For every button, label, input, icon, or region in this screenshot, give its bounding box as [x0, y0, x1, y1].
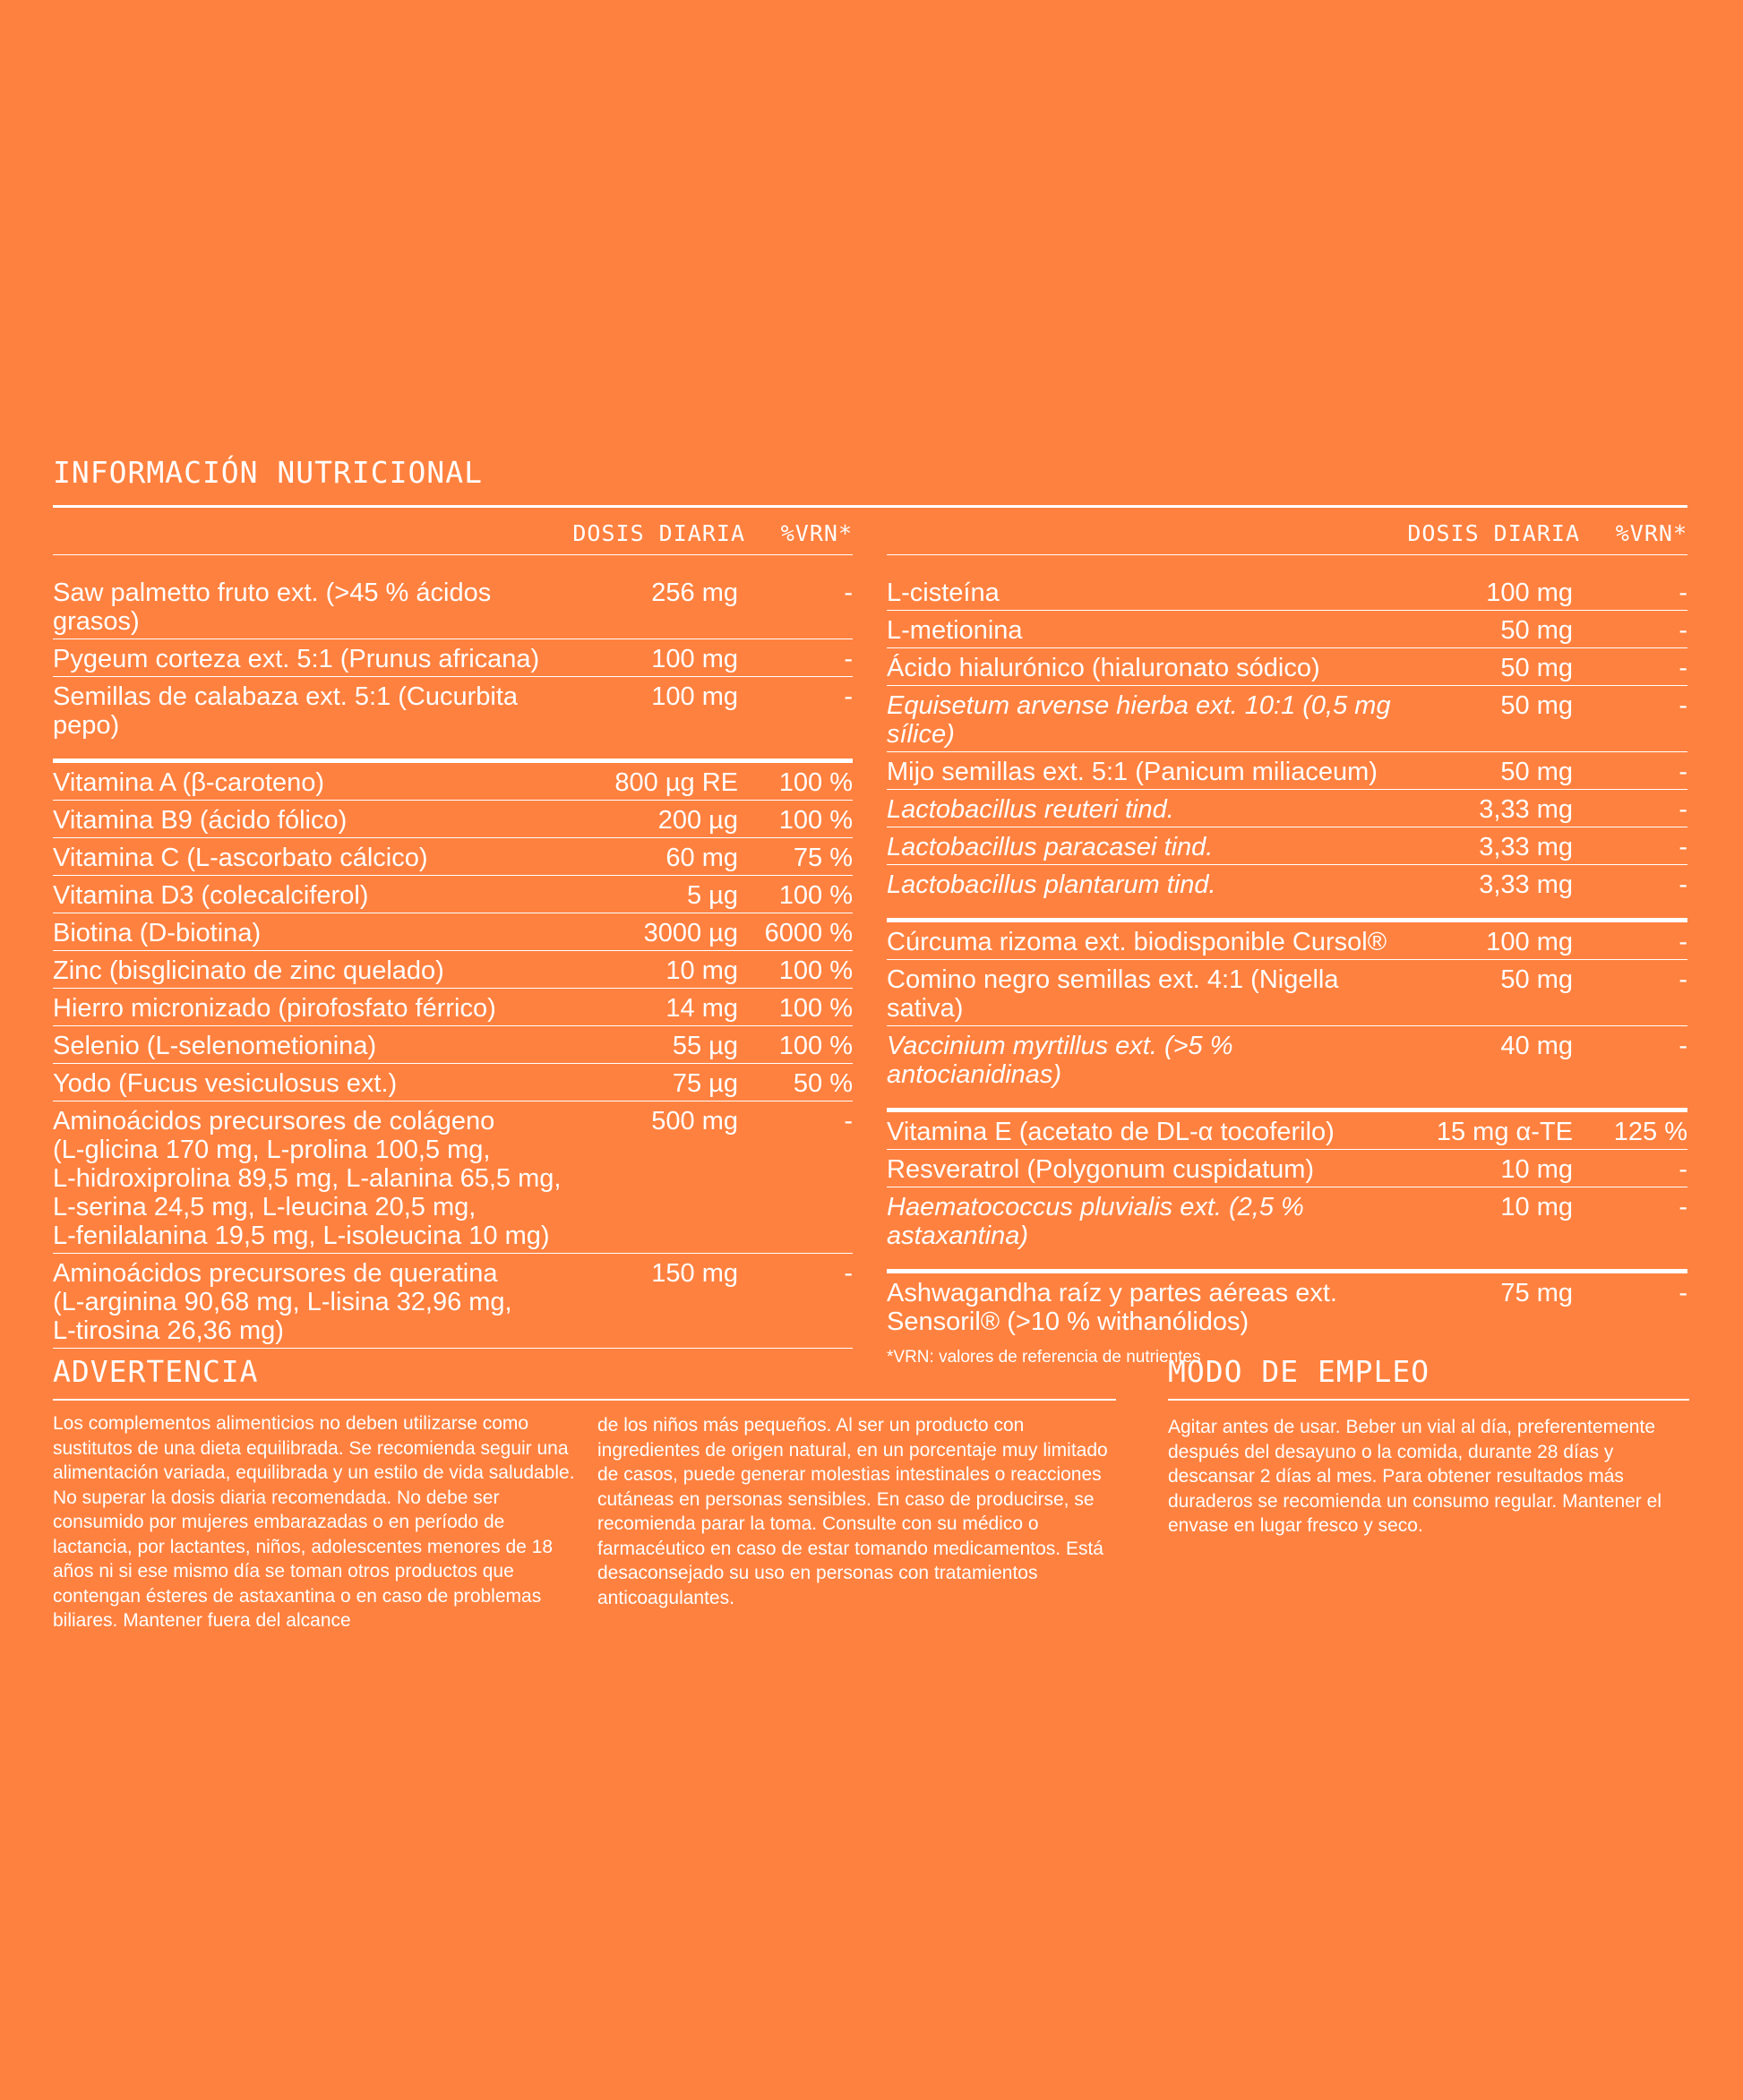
- daily-dose: 40 mg: [1500, 1032, 1573, 1060]
- daily-dose: 75 mg: [1500, 1279, 1573, 1307]
- table-group: [887, 918, 1687, 1092]
- table-row: [887, 686, 1687, 752]
- warning-text-col1: Los complementos alimenticios no deben utilizarse como sustitutos de una dieta equilibrada. Se recomienda seguir una alimentación variada, equilibrada y un estilo de vida saludable. No superar la dosis diaria recomendada. No debe ser consumido por mujeres embarazadas o en período de lactancia, por lactantes, niños, adolescentes menores de 18 años ni si ese mismo día se toman otros productos que contengan ésteres de astaxantina o en caso de problemas biliares. Mantener fuera del alcance: [53, 1413, 575, 1631]
- daily-dose: 10 mg: [1500, 1155, 1573, 1184]
- nutrient-name: Ácido hialurónico (hialuronato sódico): [887, 654, 1320, 682]
- daily-dose: 50 mg: [1500, 616, 1573, 645]
- daily-dose: 100 mg: [651, 645, 738, 673]
- nutrient-name: Vitamina D3 (colecalciferol): [53, 881, 369, 910]
- table-row: [53, 1064, 853, 1101]
- nutrient-name: Zinc (bisglicinato de zinc quelado): [53, 956, 444, 985]
- daily-dose: 200 µg: [657, 806, 738, 835]
- warning-divider: [53, 1399, 1116, 1401]
- nutrient-name: Pygeum corteza ext. 5:1 (Prunus africana): [53, 645, 540, 673]
- table-group: [887, 1269, 1687, 1339]
- daily-dose: 50 mg: [1500, 654, 1573, 682]
- table-group: [53, 573, 853, 742]
- vrn-percent: -: [1679, 1279, 1687, 1307]
- header-dose: DOSIS DIARIA: [1407, 520, 1580, 546]
- table-row: [53, 1254, 853, 1349]
- vrn-percent: -: [844, 1259, 853, 1288]
- table-row: [887, 573, 1687, 611]
- vrn-percent: -: [1679, 928, 1687, 956]
- vrn-percent: -: [1679, 870, 1687, 899]
- table-row: [53, 1101, 853, 1254]
- daily-dose: 500 mg: [651, 1107, 738, 1136]
- nutrient-name: Resveratrol (Polygonum cuspidatum): [887, 1155, 1315, 1184]
- vrn-percent: -: [1679, 691, 1687, 720]
- table-row: [887, 648, 1687, 686]
- vrn-percent: -: [844, 579, 853, 607]
- vrn-percent: -: [1679, 1193, 1687, 1221]
- vrn-percent: -: [1679, 1032, 1687, 1060]
- table-row: [53, 763, 853, 801]
- table-row: [53, 876, 853, 913]
- daily-dose: 55 µg: [672, 1032, 738, 1060]
- vrn-percent: 125 %: [1613, 1118, 1687, 1146]
- table-row: [887, 1112, 1687, 1150]
- vrn-percent: -: [1679, 965, 1687, 994]
- nutrient-name: Biotina (D-biotina): [53, 919, 262, 947]
- nutrient-name: Yodo (Fucus vesiculosus ext.): [53, 1069, 398, 1098]
- usage-text: Agitar antes de usar. Beber un vial al día, preferentemente después del desayuno o la comida, durante 28 días y descansar 2 días al mes. Para obtener resultados más duraderos se recomienda un consumo regular. Mantener el envase en lugar fresco y seco.: [1168, 1417, 1661, 1536]
- vrn-percent: -: [1679, 616, 1687, 645]
- daily-dose: 10 mg: [1500, 1193, 1573, 1221]
- vrn-percent: -: [1679, 579, 1687, 607]
- vrn-percent: -: [844, 645, 853, 673]
- nutrient-name: Mijo semillas ext. 5:1 (Panicum miliaceum): [887, 758, 1378, 786]
- table-row: [53, 913, 853, 951]
- left-table-body: [53, 573, 853, 1349]
- vrn-percent: 100 %: [778, 956, 853, 985]
- nutrient-name: Vitamina B9 (ácido fólico): [53, 806, 348, 835]
- nutrient-name: L-metionina: [887, 616, 1023, 645]
- nutrient-name: Aminoácidos precursores de colágeno (L-glicina 170 mg, L-prolina 100,5 mg, L-hidroxiprolina 89,5 mg, L-alanina 65,5 mg, L-serina 24,5 mg, L-leucina 20,5 mg, L-fenilalanina 19,5 mg, L-isoleucina 10 mg): [53, 1107, 562, 1250]
- daily-dose: 50 mg: [1500, 965, 1573, 994]
- nutrient-name: Vaccinium myrtillus ext. (>5 % antocianidinas): [887, 1032, 1233, 1089]
- usage-title: MODO DE EMPLEO: [1168, 1354, 1430, 1389]
- table-row: [887, 1273, 1687, 1339]
- table-row: [53, 573, 853, 639]
- header-dose: DOSIS DIARIA: [572, 520, 745, 546]
- table-row: [53, 1026, 853, 1064]
- vrn-percent: 100 %: [778, 881, 853, 910]
- vrn-percent: -: [844, 682, 853, 711]
- vrn-percent: 100 %: [778, 1032, 853, 1060]
- daily-dose: 60 mg: [665, 844, 738, 872]
- nutrient-name: Vitamina A (β-caroteno): [53, 768, 325, 797]
- daily-dose: 75 µg: [672, 1069, 738, 1098]
- vrn-percent: 100 %: [778, 768, 853, 797]
- table-row: [53, 989, 853, 1026]
- table-row: [887, 922, 1687, 960]
- table-row: [887, 790, 1687, 827]
- daily-dose: 14 mg: [665, 994, 738, 1023]
- vrn-percent: 100 %: [778, 806, 853, 835]
- header-vrn: %VRN*: [1615, 520, 1687, 546]
- vrn-percent: 100 %: [778, 994, 853, 1023]
- daily-dose: 150 mg: [651, 1259, 738, 1288]
- vrn-percent: -: [1679, 1155, 1687, 1184]
- table-row: [887, 752, 1687, 790]
- right-table-body: [887, 573, 1687, 1339]
- table-row: [887, 1187, 1687, 1253]
- daily-dose: 100 mg: [651, 682, 738, 711]
- table-group: [53, 759, 853, 1349]
- nutrition-table-right: [887, 508, 1687, 1367]
- table-row: [887, 960, 1687, 1026]
- nutrient-name: Lactobacillus paracasei tind.: [887, 833, 1214, 861]
- header-vrn: %VRN*: [780, 520, 853, 546]
- table-group: [887, 1108, 1687, 1253]
- nutrient-name: Semillas de calabaza ext. 5:1 (Cucurbita pepo): [53, 682, 519, 740]
- nutrient-name: Comino negro semillas ext. 4:1 (Nigella sativa): [887, 965, 1339, 1023]
- nutrient-name: Lactobacillus plantarum tind.: [887, 870, 1216, 899]
- daily-dose: 256 mg: [651, 579, 738, 607]
- nutrient-name: Equisetum arvense hierba ext. 10:1 (0,5 mg sílice): [887, 691, 1391, 749]
- warning-text-col2: de los niños más pequeños. Al ser un producto con ingredientes de origen natural, en un porcentaje muy limitado de casos, puede generar molestias intestinales o reacciones cutáneas en personas sensibles. En caso de producirse, se recomienda parar la toma. Consulte con su médico o farmacéutico en caso de estar tomando medicamentos. Está desaconsejado su uso en personas con tratamientos anticoagulantes.: [597, 1415, 1108, 1608]
- nutrient-name: Saw palmetto fruto ext. (>45 % ácidos grasos): [53, 579, 492, 636]
- table-row: [53, 639, 853, 677]
- vrn-percent: 50 %: [793, 1069, 853, 1098]
- table-group: [887, 573, 1687, 902]
- daily-dose: 3,33 mg: [1479, 795, 1573, 824]
- vrn-percent: -: [1679, 758, 1687, 786]
- nutrition-table-left: [53, 508, 853, 1349]
- table-row: [887, 827, 1687, 865]
- table-row: [53, 801, 853, 838]
- nutrient-name: Vitamina E (acetato de DL-α tocoferilo): [887, 1118, 1335, 1146]
- vrn-percent: -: [1679, 795, 1687, 824]
- daily-dose: 50 mg: [1500, 691, 1573, 720]
- warning-title: ADVERTENCIA: [53, 1354, 259, 1389]
- vrn-percent: -: [844, 1107, 853, 1136]
- vrn-percent: -: [1679, 654, 1687, 682]
- daily-dose: 15 mg α-TE: [1436, 1118, 1573, 1146]
- daily-dose: 3,33 mg: [1479, 870, 1573, 899]
- daily-dose: 3000 µg: [643, 919, 738, 947]
- daily-dose: 100 mg: [1486, 928, 1573, 956]
- daily-dose: 10 mg: [665, 956, 738, 985]
- vrn-percent: 75 %: [793, 844, 853, 872]
- daily-dose: 5 µg: [686, 881, 738, 910]
- table-row: [887, 611, 1687, 648]
- nutrient-name: L-cisteína: [887, 579, 1000, 607]
- usage-divider: [1168, 1399, 1689, 1401]
- nutrient-name: Aminoácidos precursores de queratina (L-arginina 90,68 mg, L-lisina 32,96 mg, L-tirosina 26,36 mg): [53, 1259, 512, 1345]
- table-row: [887, 1026, 1687, 1092]
- table-row: [887, 865, 1687, 902]
- vrn-footnote: *VRN: valores de referencia de nutrientes: [887, 1348, 1201, 1367]
- nutrient-name: Ashwagandha raíz y partes aéreas ext. Sensoril® (>10 % withanólidos): [887, 1279, 1337, 1336]
- table-header: [887, 508, 1687, 555]
- table-row: [53, 838, 853, 876]
- table-row: [887, 1150, 1687, 1187]
- nutrition-title: INFORMACIÓN NUTRICIONAL: [53, 455, 483, 490]
- nutrient-name: Selenio (L-selenometionina): [53, 1032, 377, 1060]
- vrn-percent: 6000 %: [764, 919, 853, 947]
- table-row: [53, 677, 853, 742]
- nutrient-name: Lactobacillus reuteri tind.: [887, 795, 1174, 824]
- daily-dose: 50 mg: [1500, 758, 1573, 786]
- table-row: [53, 951, 853, 989]
- table-header: [53, 508, 853, 555]
- nutrient-name: Hierro micronizado (pirofosfato férrico): [53, 994, 496, 1023]
- nutrient-name: Vitamina C (L-ascorbato cálcico): [53, 844, 428, 872]
- daily-dose: 800 µg RE: [614, 768, 738, 797]
- nutrient-name: Haematococcus pluvialis ext. (2,5 % astaxantina): [887, 1193, 1304, 1250]
- daily-dose: 3,33 mg: [1479, 833, 1573, 861]
- vrn-percent: -: [1679, 833, 1687, 861]
- daily-dose: 100 mg: [1486, 579, 1573, 607]
- nutrient-name: Cúrcuma rizoma ext. biodisponible Cursol®: [887, 928, 1387, 956]
